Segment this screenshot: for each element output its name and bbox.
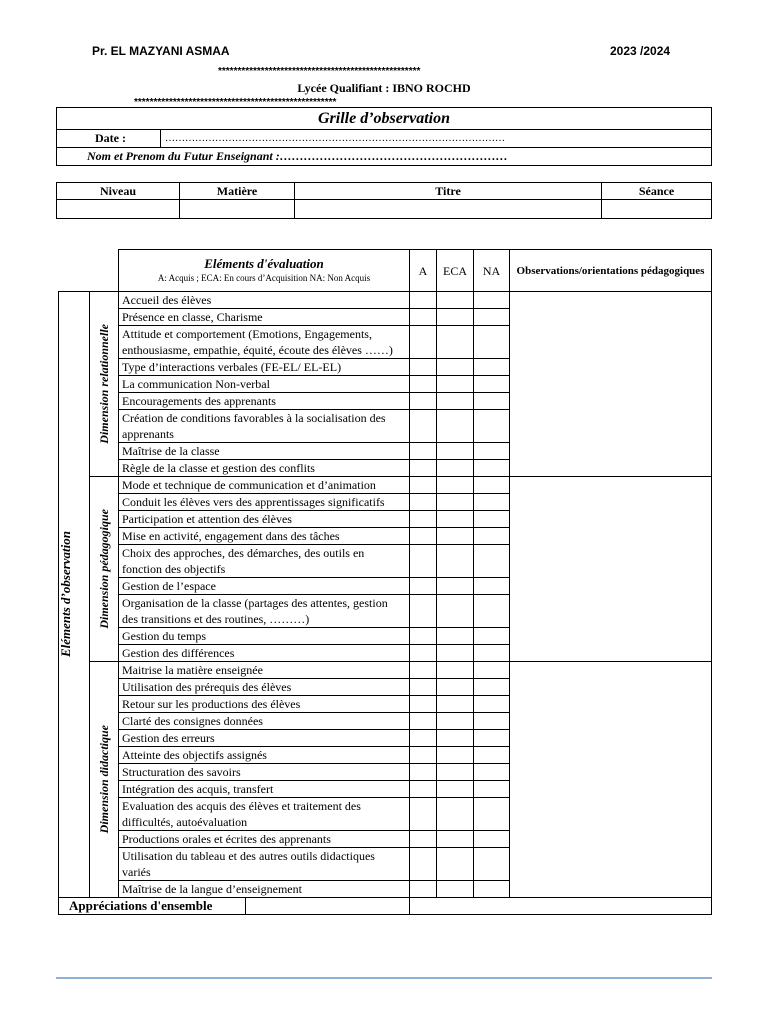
rating-cell-eca[interactable] [437, 359, 474, 376]
rating-cell-a[interactable] [410, 628, 437, 645]
rating-cell-eca[interactable] [437, 764, 474, 781]
header-seance: Séance [602, 183, 712, 200]
rating-cell-a[interactable] [410, 460, 437, 477]
evaluation-grid [58, 249, 712, 915]
rating-cell-eca[interactable] [437, 781, 474, 798]
eval-header [119, 250, 410, 292]
titre-cell[interactable] [295, 200, 602, 219]
rating-cell-na[interactable] [474, 477, 510, 494]
criterion-label: Clarté des consignes données [119, 713, 410, 730]
rating-cell-eca[interactable] [437, 460, 474, 477]
rating-cell-a[interactable] [410, 528, 437, 545]
criterion-label: Gestion des différences [119, 645, 410, 662]
criterion-label: Retour sur les productions des élèves [119, 696, 410, 713]
form-title: Grille d’observation [57, 108, 712, 130]
col-a-header: A [410, 250, 437, 292]
col-eca-header: ECA [437, 250, 474, 292]
rating-cell-a[interactable] [410, 747, 437, 764]
criterion-label: Maîtrise de la langue d’enseignement [119, 881, 410, 898]
rating-cell-eca[interactable] [437, 848, 474, 881]
header-matiere: Matière [180, 183, 295, 200]
rating-cell-eca[interactable] [437, 696, 474, 713]
rating-cell-na[interactable] [474, 443, 510, 460]
rating-cell-a[interactable] [410, 730, 437, 747]
section-label-didactique: Dimension didactique [97, 725, 111, 834]
separator-stars-top: **************************************************** [218, 66, 421, 77]
rating-cell-a[interactable] [410, 359, 437, 376]
criterion-label: Utilisation des prérequis des élèves [119, 679, 410, 696]
criterion-label: Mode et technique de communication et d’animation [119, 477, 410, 494]
rating-cell-a[interactable] [410, 696, 437, 713]
rating-cell-na[interactable] [474, 881, 510, 898]
observations-cell-relationnelle[interactable] [510, 292, 712, 477]
rating-cell-a[interactable] [410, 798, 437, 831]
info-table [56, 182, 712, 219]
table-row [59, 662, 712, 679]
rating-cell-eca[interactable] [437, 578, 474, 595]
seance-cell[interactable] [602, 200, 712, 219]
criterion-label: Attitude et comportement (Emotions, Engagements, enthousiasme, empathie, équité, écoute des élèves ……) [119, 326, 410, 359]
criterion-label: Accueil des élèves [119, 292, 410, 309]
niveau-cell[interactable] [57, 200, 180, 219]
criterion-label: Structuration des savoirs [119, 764, 410, 781]
rating-cell-na[interactable] [474, 679, 510, 696]
rating-cell-eca[interactable] [437, 528, 474, 545]
table-row [59, 477, 712, 494]
rating-cell-na[interactable] [474, 730, 510, 747]
criterion-label: Gestion des erreurs [119, 730, 410, 747]
rating-cell-na[interactable] [474, 528, 510, 545]
section-label-relationnelle: Dimension relationnelle [97, 324, 111, 444]
trainee-name-field[interactable]: Nom et Prenom du Futur Enseignant :………………………………………………… [57, 148, 712, 166]
rating-cell-a[interactable] [410, 595, 437, 628]
criterion-label: Maîtrise de la classe [119, 443, 410, 460]
criterion-label: Encouragements des apprenants [119, 393, 410, 410]
criterion-label: Maitrise la matière enseignée [119, 662, 410, 679]
date-field[interactable]: ………………………………………………………………………………………… [161, 130, 712, 148]
rating-cell-a[interactable] [410, 326, 437, 359]
header-niveau: Niveau [57, 183, 180, 200]
rating-cell-a[interactable] [410, 443, 437, 460]
rating-cell-na[interactable] [474, 781, 510, 798]
rating-cell-na[interactable] [474, 393, 510, 410]
rating-cell-a[interactable] [410, 578, 437, 595]
rating-cell-eca[interactable] [437, 443, 474, 460]
criterion-label: La communication Non-verbal [119, 376, 410, 393]
rating-cell-eca[interactable] [437, 881, 474, 898]
rating-cell-eca[interactable] [437, 679, 474, 696]
rating-cell-a[interactable] [410, 881, 437, 898]
rating-cell-eca[interactable] [437, 595, 474, 628]
rating-cell-eca[interactable] [437, 393, 474, 410]
rating-cell-a[interactable] [410, 494, 437, 511]
appreciations-label: Appréciations d'ensemble [59, 898, 246, 914]
observations-cell-didactique[interactable] [510, 662, 712, 898]
criterion-label: Atteinte des objectifs assignés [119, 747, 410, 764]
rating-cell-a[interactable] [410, 764, 437, 781]
criterion-label: Gestion du temps [119, 628, 410, 645]
rating-cell-na[interactable] [474, 595, 510, 628]
rating-cell-na[interactable] [474, 798, 510, 831]
rating-cell-eca[interactable] [437, 477, 474, 494]
rating-cell-a[interactable] [410, 410, 437, 443]
header-titre: Titre [295, 183, 602, 200]
rating-cell-na[interactable] [474, 376, 510, 393]
rating-cell-na[interactable] [474, 662, 510, 679]
rating-cell-eca[interactable] [437, 292, 474, 309]
separator-stars-bottom: **************************************************** [134, 97, 337, 108]
rating-cell-eca[interactable] [437, 628, 474, 645]
rating-cell-eca[interactable] [437, 545, 474, 578]
appreciations-field-extended[interactable] [410, 898, 712, 915]
rating-cell-a[interactable] [410, 511, 437, 528]
school-year: 2023 /2024 [610, 44, 671, 58]
rating-cell-eca[interactable] [437, 645, 474, 662]
author-name: Pr. EL MAZYANI ASMAA [92, 44, 230, 58]
rating-cell-eca[interactable] [437, 326, 474, 359]
observations-cell-pedagogique[interactable] [510, 477, 712, 662]
rating-cell-na[interactable] [474, 309, 510, 326]
rating-cell-a[interactable] [410, 393, 437, 410]
criterion-label: Participation et attention des élèves [119, 511, 410, 528]
outer-label: Eléments d’observation [58, 531, 73, 658]
rating-cell-a[interactable] [410, 662, 437, 679]
obs-header: Observations/orientations pédagogiques [510, 250, 712, 292]
section-label-cell [90, 477, 119, 662]
criterion-label: Gestion de l’espace [119, 578, 410, 595]
rating-cell-eca[interactable] [437, 494, 474, 511]
rating-cell-eca[interactable] [437, 730, 474, 747]
criterion-label: Règle de la classe et gestion des conflits [119, 460, 410, 477]
rating-cell-a[interactable] [410, 645, 437, 662]
rating-cell-na[interactable] [474, 410, 510, 443]
rating-cell-na[interactable] [474, 713, 510, 730]
rating-cell-a[interactable] [410, 309, 437, 326]
criterion-label: Conduit les élèves vers des apprentissages significatifs [119, 494, 410, 511]
appreciations-row [59, 898, 712, 915]
eval-legend: A: Acquis ; ECA: En cours d’Acquisition NA: Non Acquis [157, 272, 371, 283]
matiere-cell[interactable] [180, 200, 295, 219]
criterion-label: Intégration des acquis, transfert [119, 781, 410, 798]
appreciations-field[interactable] [246, 898, 409, 914]
grid-corner [59, 250, 119, 292]
criterion-label: Organisation de la classe (partages des attentes, gestion des transitions et des routines, ………) [119, 595, 410, 628]
rating-cell-na[interactable] [474, 545, 510, 578]
section-label-cell [90, 292, 119, 477]
rating-cell-eca[interactable] [437, 376, 474, 393]
rating-cell-eca[interactable] [437, 410, 474, 443]
criterion-label: Productions orales et écrites des apprenants [119, 831, 410, 848]
rating-cell-na[interactable] [474, 494, 510, 511]
rating-cell-a[interactable] [410, 713, 437, 730]
criterion-label: Evaluation des acquis des élèves et traitement des difficultés, autoévaluation [119, 798, 410, 831]
form-header-table [56, 107, 712, 166]
criterion-label: Mise en activité, engagement dans des tâches [119, 528, 410, 545]
school-name: Lycée Qualifiant : IBNO ROCHD [297, 81, 471, 95]
rating-cell-na[interactable] [474, 645, 510, 662]
rating-cell-a[interactable] [410, 781, 437, 798]
rating-cell-eca[interactable] [437, 798, 474, 831]
rating-cell-na[interactable] [474, 578, 510, 595]
rating-cell-a[interactable] [410, 292, 437, 309]
rating-cell-na[interactable] [474, 292, 510, 309]
rating-cell-eca[interactable] [437, 831, 474, 848]
date-label: Date : [57, 130, 161, 148]
rating-cell-eca[interactable] [437, 713, 474, 730]
rating-cell-na[interactable] [474, 460, 510, 477]
criterion-label: Type d’interactions verbales (FE-EL/ EL-EL) [119, 359, 410, 376]
rating-cell-a[interactable] [410, 477, 437, 494]
appreciations-container [59, 898, 410, 915]
rating-cell-na[interactable] [474, 747, 510, 764]
rating-cell-na[interactable] [474, 326, 510, 359]
criterion-label: Présence en classe, Charisme [119, 309, 410, 326]
rating-cell-eca[interactable] [437, 662, 474, 679]
rating-cell-a[interactable] [410, 848, 437, 881]
rating-cell-na[interactable] [474, 511, 510, 528]
criterion-label: Utilisation du tableau et des autres outils didactiques variés [119, 848, 410, 881]
rating-cell-eca[interactable] [437, 511, 474, 528]
rating-cell-na[interactable] [474, 831, 510, 848]
rating-cell-na[interactable] [474, 764, 510, 781]
footer-line [56, 977, 712, 979]
criterion-label: Choix des approches, des démarches, des outils en fonction des objectifs [119, 545, 410, 578]
eval-title: Eléments d'évaluation [204, 255, 324, 271]
rating-cell-eca[interactable] [437, 747, 474, 764]
rating-cell-a[interactable] [410, 831, 437, 848]
table-row [59, 292, 712, 309]
outer-label-cell [59, 292, 90, 898]
rating-cell-na[interactable] [474, 628, 510, 645]
rating-cell-a[interactable] [410, 545, 437, 578]
rating-cell-eca[interactable] [437, 309, 474, 326]
rating-cell-a[interactable] [410, 679, 437, 696]
section-label-cell [90, 662, 119, 898]
section-label-pedagogique: Dimension pédagogique [97, 509, 111, 629]
rating-cell-na[interactable] [474, 696, 510, 713]
rating-cell-na[interactable] [474, 359, 510, 376]
rating-cell-a[interactable] [410, 376, 437, 393]
col-na-header: NA [474, 250, 510, 292]
criterion-label: Création de conditions favorables à la socialisation des apprenants [119, 410, 410, 443]
rating-cell-na[interactable] [474, 848, 510, 881]
